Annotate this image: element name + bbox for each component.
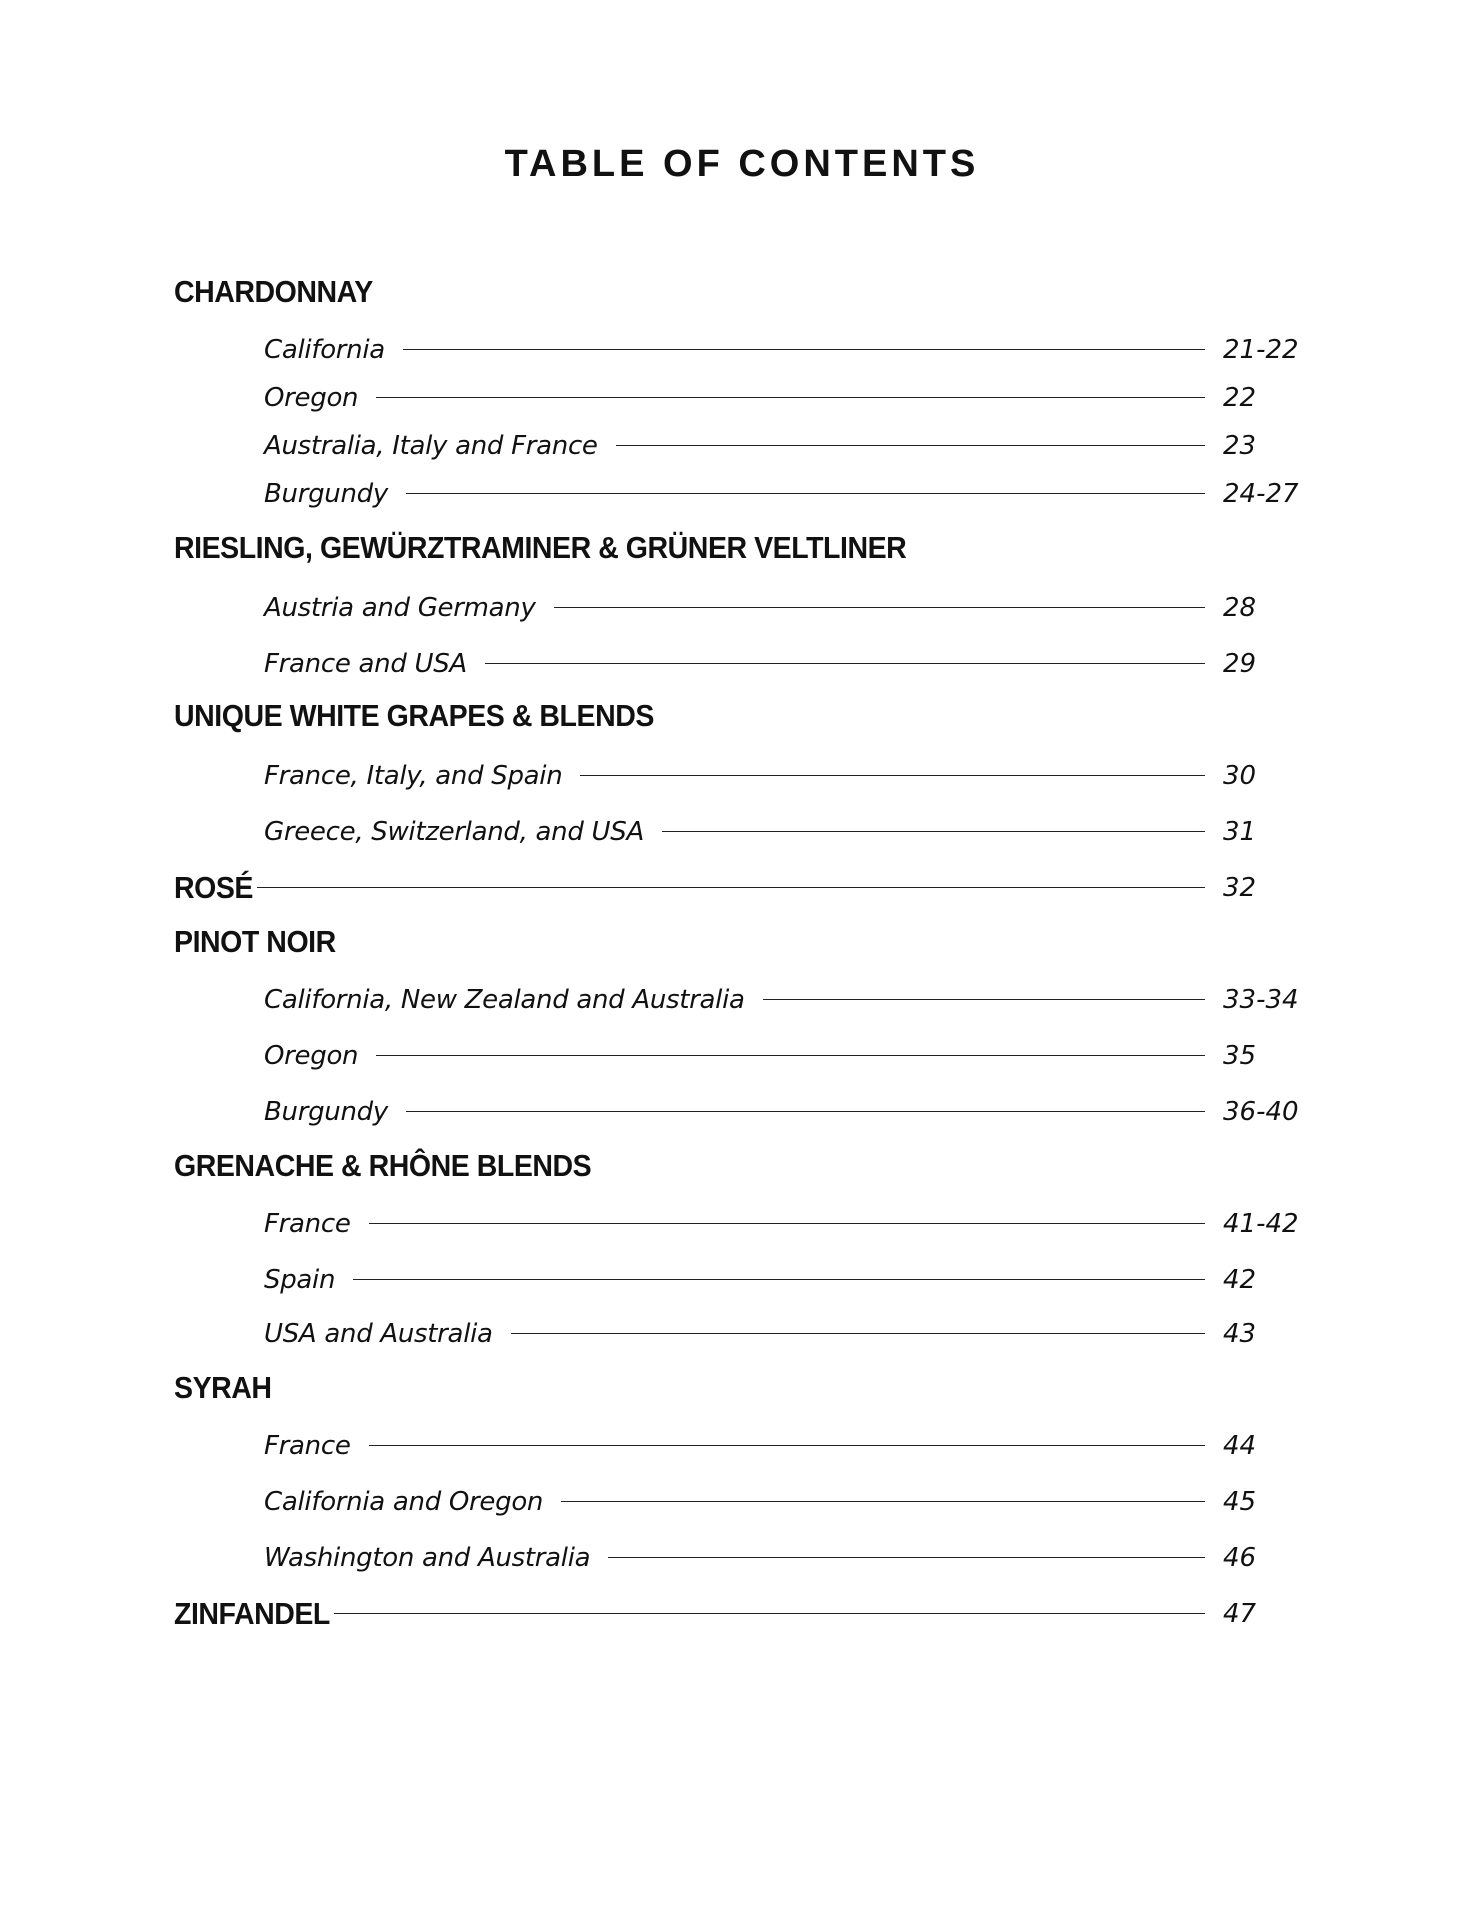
toc-entry bbox=[0, 980, 1484, 1020]
page-number: 45 bbox=[1223, 1487, 1257, 1517]
leader-line bbox=[554, 607, 1205, 608]
toc-entry bbox=[0, 426, 1484, 466]
leader-line bbox=[257, 887, 1205, 888]
leader-line bbox=[369, 1223, 1205, 1224]
section-heading: PINOT NOIR bbox=[174, 924, 336, 959]
toc-section bbox=[0, 1146, 1484, 1186]
toc-entry bbox=[0, 474, 1484, 514]
entry-label: California, New Zealand and Australia bbox=[264, 985, 745, 1015]
toc-section bbox=[0, 868, 1484, 908]
toc-entry bbox=[0, 1314, 1484, 1354]
toc-section bbox=[0, 1368, 1484, 1408]
toc-entry bbox=[0, 588, 1484, 628]
toc-entry bbox=[0, 1260, 1484, 1300]
leader-line bbox=[406, 493, 1205, 494]
entry-label: Burgundy bbox=[264, 479, 388, 509]
leader-line bbox=[485, 663, 1205, 664]
toc-section bbox=[0, 696, 1484, 736]
page-title: TABLE OF CONTENTS bbox=[504, 143, 980, 185]
section-heading: UNIQUE WHITE GRAPES & BLENDS bbox=[174, 698, 654, 733]
toc-entry bbox=[0, 1482, 1484, 1522]
page-number: 22 bbox=[1223, 383, 1257, 413]
page-number: 42 bbox=[1223, 1265, 1257, 1295]
toc-section bbox=[0, 272, 1484, 312]
entry-label: California bbox=[264, 335, 385, 365]
page-number: 44 bbox=[1223, 1431, 1257, 1461]
page-number: 29 bbox=[1223, 649, 1257, 679]
section-heading: GRENACHE & RHÔNE BLENDS bbox=[174, 1148, 592, 1183]
toc-entry bbox=[0, 812, 1484, 852]
page-number: 23 bbox=[1223, 431, 1257, 461]
section-heading: SYRAH bbox=[174, 1370, 272, 1405]
section-heading: RIESLING, GEWÜRZTRAMINER & GRÜNER VELTLINER bbox=[174, 530, 907, 565]
toc-entry bbox=[0, 644, 1484, 684]
page-number: 33-34 bbox=[1223, 985, 1299, 1015]
entry-label: Greece, Switzerland, and USA bbox=[264, 817, 644, 847]
toc-entry bbox=[0, 330, 1484, 370]
leader-line bbox=[353, 1279, 1205, 1280]
toc-section bbox=[0, 922, 1484, 962]
leader-line bbox=[561, 1501, 1205, 1502]
page-number: 24-27 bbox=[1223, 479, 1299, 509]
section-heading: ROSÉ bbox=[174, 870, 253, 905]
page-number: 35 bbox=[1223, 1041, 1257, 1071]
page-number: 36-40 bbox=[1223, 1097, 1299, 1127]
toc-section bbox=[0, 528, 1484, 568]
leader-line bbox=[334, 1613, 1205, 1614]
leader-line bbox=[662, 831, 1205, 832]
entry-label: Australia, Italy and France bbox=[264, 431, 598, 461]
leader-line bbox=[406, 1111, 1205, 1112]
entry-label: Austria and Germany bbox=[264, 593, 536, 623]
toc-section bbox=[0, 1594, 1484, 1634]
toc-entry bbox=[0, 1538, 1484, 1578]
page-number: 28 bbox=[1223, 593, 1257, 623]
toc-entry bbox=[0, 1426, 1484, 1466]
toc-entry bbox=[0, 1204, 1484, 1244]
entry-label: Oregon bbox=[264, 1041, 359, 1071]
toc-entry bbox=[0, 378, 1484, 418]
entry-label: France bbox=[264, 1209, 351, 1239]
page-number: 31 bbox=[1223, 817, 1257, 847]
leader-line bbox=[616, 445, 1205, 446]
entry-label: USA and Australia bbox=[264, 1319, 493, 1349]
entry-label: Washington and Australia bbox=[264, 1543, 591, 1573]
page-number: 47 bbox=[1223, 1599, 1257, 1629]
leader-line bbox=[369, 1445, 1205, 1446]
page-number: 21-22 bbox=[1223, 335, 1299, 365]
leader-line bbox=[376, 1055, 1205, 1056]
entry-label: France bbox=[264, 1431, 351, 1461]
leader-line bbox=[580, 775, 1205, 776]
entry-label: France and USA bbox=[264, 649, 467, 679]
entry-label: Burgundy bbox=[264, 1097, 388, 1127]
section-heading: ZINFANDEL bbox=[174, 1596, 330, 1631]
leader-line bbox=[763, 999, 1205, 1000]
page-number: 32 bbox=[1223, 873, 1257, 903]
leader-line bbox=[511, 1333, 1205, 1334]
section-heading: CHARDONNAY bbox=[174, 274, 373, 309]
page-number: 46 bbox=[1223, 1543, 1257, 1573]
toc-entry bbox=[0, 756, 1484, 796]
page-number: 30 bbox=[1223, 761, 1257, 791]
page-number: 41-42 bbox=[1223, 1209, 1299, 1239]
leader-line bbox=[608, 1557, 1205, 1558]
toc-entry bbox=[0, 1036, 1484, 1076]
leader-line bbox=[376, 397, 1205, 398]
entry-label: Oregon bbox=[264, 383, 359, 413]
entry-label: France, Italy, and Spain bbox=[264, 761, 563, 791]
entry-label: California and Oregon bbox=[264, 1487, 544, 1517]
page-number: 43 bbox=[1223, 1319, 1257, 1349]
toc-entry bbox=[0, 1092, 1484, 1132]
leader-line bbox=[403, 349, 1205, 350]
entry-label: Spain bbox=[264, 1265, 336, 1295]
